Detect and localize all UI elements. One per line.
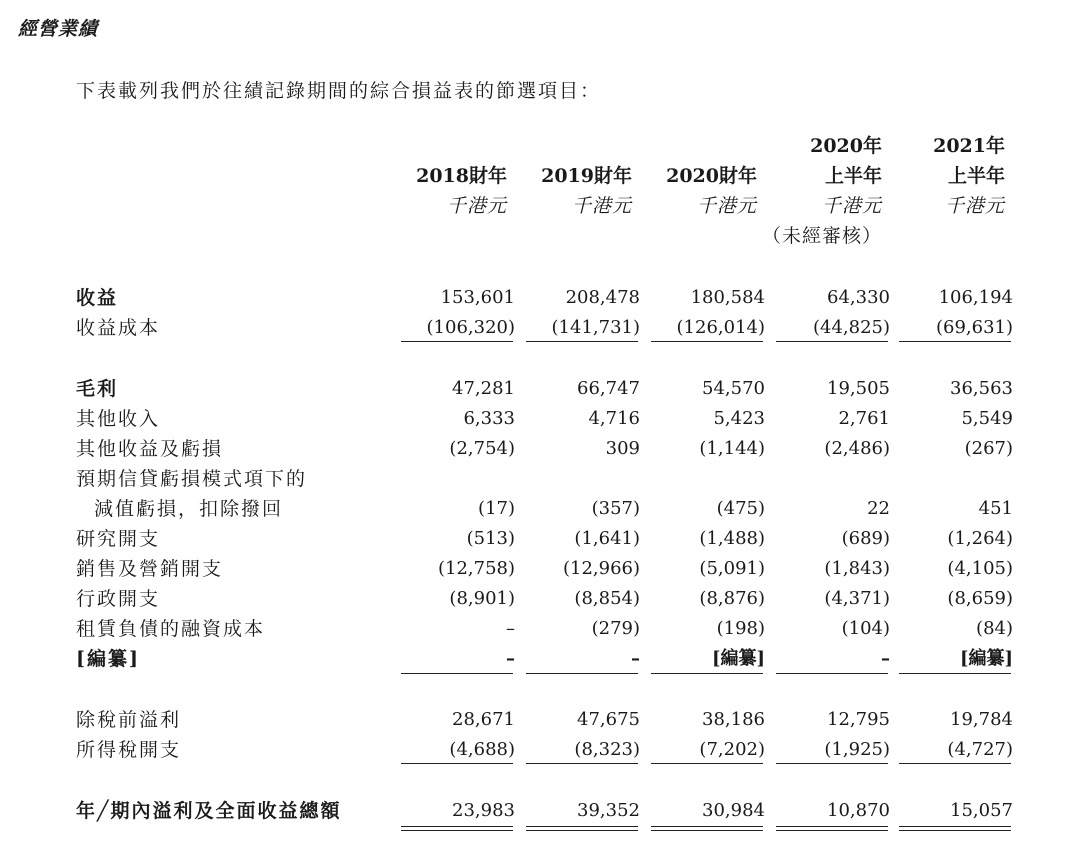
table-cell: (2,486) (824, 438, 890, 459)
table-cell: (106,320) (426, 317, 515, 338)
table-cell: (104) (841, 618, 890, 639)
table-cell: 22 (867, 498, 890, 519)
table-cell: (475) (716, 498, 765, 519)
table-cell: (267) (964, 438, 1013, 459)
table-cell: (12,758) (437, 558, 515, 579)
column-header (377, 131, 507, 251)
table-cell: 47,675 (577, 709, 640, 730)
column-header (502, 131, 632, 251)
column-header-note (875, 221, 1005, 251)
subtotal-rule (526, 673, 638, 674)
row-label: 除稅前溢利 (76, 709, 182, 731)
table-cell: (357) (591, 498, 640, 519)
table-cell: 38,186 (702, 709, 765, 730)
column-header (627, 131, 757, 251)
column-header-period: 2020年 (810, 135, 882, 157)
table-cell: (84) (976, 618, 1013, 639)
table-cell: (198) (716, 618, 765, 639)
row-label: 其他收益及虧損 (76, 438, 224, 460)
table-cell: 208,478 (565, 287, 640, 308)
subtotal-rule (401, 341, 513, 342)
table-cell: (513) (466, 528, 515, 549)
table-cell: (1,264) (947, 528, 1013, 549)
column-header-period (377, 131, 507, 161)
table-cell: 47,281 (452, 378, 515, 399)
table-cell: 23,983 (452, 800, 515, 821)
subtotal-rule (401, 763, 513, 764)
table-cell: 153,601 (440, 287, 515, 308)
table-cell: (8,323) (574, 739, 640, 760)
table-cell: (4,688) (449, 739, 515, 760)
table-cell: (12,966) (562, 558, 640, 579)
table-cell: 106,194 (938, 287, 1013, 308)
table-cell: – (506, 618, 515, 639)
column-header-note (502, 221, 632, 251)
table-cell: (8,901) (449, 588, 515, 609)
intro-text: 下表載列我們於往績記錄期間的綜合損益表的節選項目： (76, 80, 602, 102)
table-cell: (8,876) (699, 588, 765, 609)
subtotal-rule (526, 341, 638, 342)
row-label: 租賃負債的融資成本 (76, 618, 266, 640)
column-header (752, 131, 882, 251)
table-cell: 6,333 (463, 408, 515, 429)
total-double-rule (401, 826, 513, 831)
table-cell: (126,014) (676, 317, 765, 338)
table-cell: (1,641) (574, 528, 640, 549)
table-cell: (2,754) (449, 438, 515, 459)
column-header (875, 131, 1005, 251)
table-cell: 64,330 (827, 287, 890, 308)
table-cell: 12,795 (827, 709, 890, 730)
table-cell: (689) (841, 528, 890, 549)
column-header-unit: 千港元 (944, 195, 1005, 217)
table-cell: 19,784 (950, 709, 1013, 730)
table-cell: 5,549 (961, 408, 1013, 429)
row-label: 研究開支 (76, 528, 161, 550)
total-double-rule (899, 826, 1011, 831)
table-cell: 10,870 (827, 800, 890, 821)
row-label: 銷售及營銷開支 (76, 558, 224, 580)
column-header-note (627, 221, 757, 251)
table-cell: [編纂] (959, 648, 1013, 669)
table-cell: – (881, 648, 890, 669)
total-double-rule (526, 826, 638, 831)
table-cell: (141,731) (551, 317, 640, 338)
table-cell: 54,570 (702, 378, 765, 399)
section-title: 經營業績 (18, 18, 99, 40)
total-double-rule (651, 826, 763, 831)
table-cell: (4,371) (824, 588, 890, 609)
row-label: [編纂] (76, 648, 140, 670)
row-label: 所得稅開支 (76, 739, 182, 761)
row-label: 減值虧損，扣除撥回 (94, 498, 284, 520)
subtotal-rule (651, 763, 763, 764)
table-cell: [編纂] (711, 648, 765, 669)
table-cell: (7,202) (699, 739, 765, 760)
column-header-unit: 千港元 (696, 195, 757, 217)
column-header-period (627, 131, 757, 161)
table-cell: 2,761 (838, 408, 890, 429)
table-cell: (8,854) (574, 588, 640, 609)
subtotal-rule (401, 673, 513, 674)
table-cell: (8,659) (947, 588, 1013, 609)
table-cell: (4,727) (947, 739, 1013, 760)
row-label: 年╱期內溢利及全面收益總額 (76, 800, 342, 822)
table-cell: 66,747 (577, 378, 640, 399)
table-cell: (5,091) (699, 558, 765, 579)
table-cell: – (506, 648, 515, 669)
subtotal-rule (651, 341, 763, 342)
table-cell: (1,144) (699, 438, 765, 459)
table-cell: 19,505 (827, 378, 890, 399)
table-cell: (1,843) (824, 558, 890, 579)
subtotal-rule (776, 341, 888, 342)
subtotal-rule (526, 763, 638, 764)
row-label: 預期信貸虧損模式項下的 (76, 468, 308, 490)
subtotal-rule (776, 673, 888, 674)
column-header-unit: 千港元 (446, 195, 507, 217)
subtotal-rule (899, 341, 1011, 342)
subtotal-rule (776, 763, 888, 764)
table-cell: 36,563 (950, 378, 1013, 399)
column-header-unit: 千港元 (821, 195, 882, 217)
table-cell: 4,716 (588, 408, 640, 429)
table-cell: 39,352 (577, 800, 640, 821)
table-cell: (44,825) (812, 317, 890, 338)
table-cell: 451 (978, 498, 1013, 519)
column-header-period: 2021年 (933, 135, 1005, 157)
column-header-note: （未經審核） (761, 225, 882, 247)
row-label: 收益 (76, 287, 119, 309)
table-cell: 30,984 (702, 800, 765, 821)
column-header-period (502, 131, 632, 161)
column-header-year: 2019財年 (541, 165, 632, 187)
row-label: 毛利 (76, 378, 119, 400)
table-cell: (4,105) (947, 558, 1013, 579)
column-header-year: 上半年 (947, 165, 1005, 187)
subtotal-rule (651, 673, 763, 674)
column-header-year: 2018財年 (416, 165, 507, 187)
table-cell: (1,925) (824, 739, 890, 760)
table-cell: (69,631) (935, 317, 1013, 338)
column-header-unit: 千港元 (571, 195, 632, 217)
table-cell: – (631, 648, 640, 669)
table-cell: 5,423 (713, 408, 765, 429)
row-label: 收益成本 (76, 317, 161, 339)
row-label: 行政開支 (76, 588, 161, 610)
row-label: 其他收入 (76, 408, 161, 430)
column-header-year: 2020財年 (666, 165, 757, 187)
column-header-note (377, 221, 507, 251)
table-cell: (279) (591, 618, 640, 639)
table-cell: 309 (605, 438, 640, 459)
table-cell: (1,488) (699, 528, 765, 549)
subtotal-rule (899, 673, 1011, 674)
table-cell: 180,584 (690, 287, 765, 308)
subtotal-rule (899, 763, 1011, 764)
table-cell: 28,671 (452, 709, 515, 730)
table-cell: 15,057 (950, 800, 1013, 821)
total-double-rule (776, 826, 888, 831)
column-header-year: 上半年 (824, 165, 882, 187)
table-cell: (17) (478, 498, 515, 519)
